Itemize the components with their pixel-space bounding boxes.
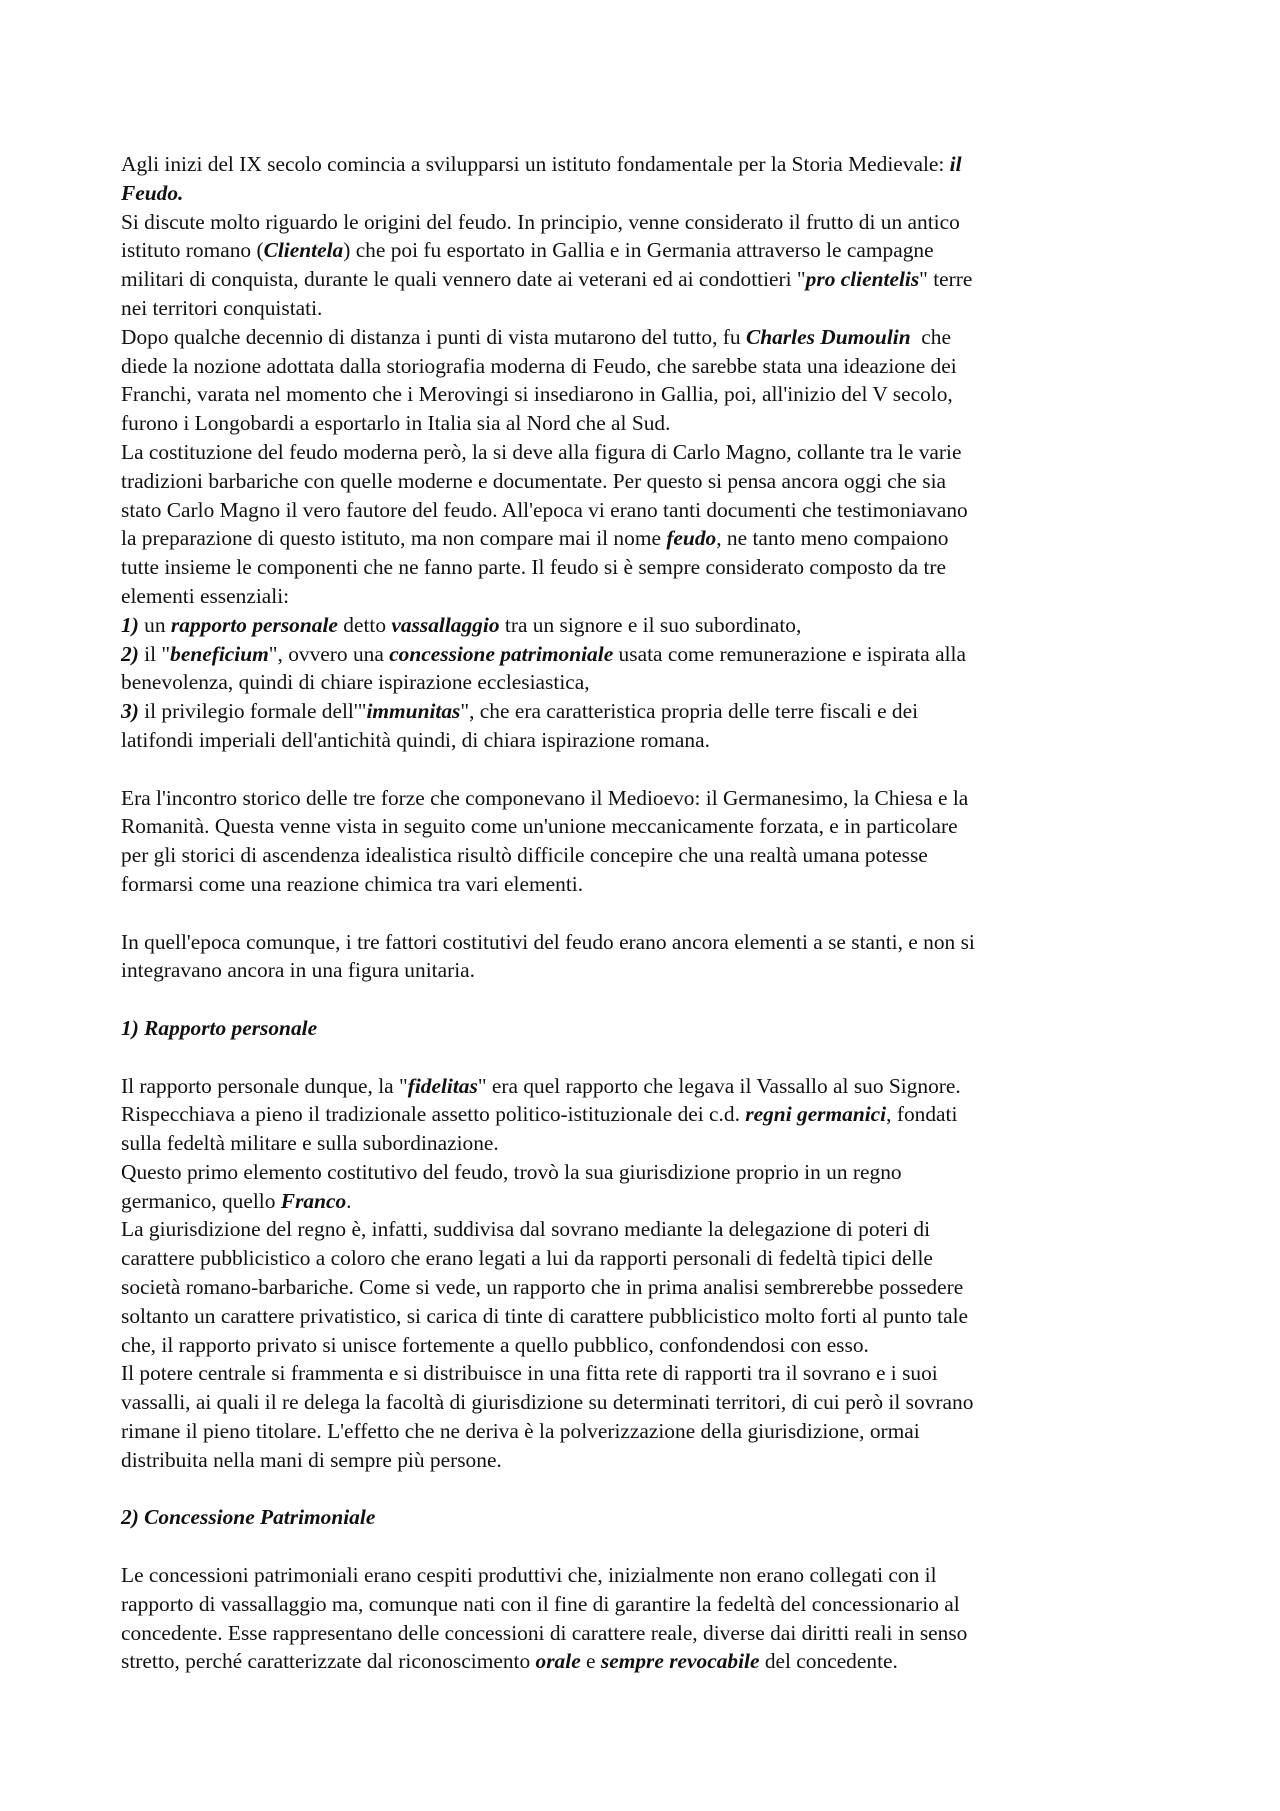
text-line [121,524,1181,553]
emphasis-text: concessione patrimoniale [389,641,614,666]
text-line: distribuita nella mani di sempre più persone. [121,1447,502,1472]
emphasis-text: Clientela [263,238,344,263]
text-line: per gli storici di ascendenza idealistica risultò difficile concepire che una realtà umana potesse [121,843,928,868]
text-run: e [580,1649,601,1674]
text-line: società romano-barbariche. Come si vede, un rapporto che in prima analisi sembrerebbe possedere [121,1275,964,1300]
text-line [121,1072,1181,1101]
emphasis-text: regni germanici [745,1102,887,1127]
text-line: Questo primo elemento costitutivo del feudo, trovò la sua giurisdizione proprio in un regno [121,1159,902,1184]
emphasis-text: feudo [666,526,717,551]
emphasis-text: immunitas [366,699,461,724]
elements-list [121,611,1181,755]
spacer [121,985,1181,1014]
paragraph-concessioni [121,1561,1181,1676]
text-line: La giurisdizione del regno è, infatti, suddivisa dal sovrano mediante la delegazione di poteri di [121,1217,931,1242]
text-line: benevolenza, quindi di chiare ispirazione ecclesiastica, [121,670,590,695]
text-line: che, il rapporto privato si unisce fortemente a quello pubblico, confondendosi con esso. [121,1332,869,1357]
text-run: il privilegio formale dell'" [138,699,367,724]
paragraph-carlo-magno [121,438,1181,611]
paragraph-franco [121,1158,1181,1216]
text-run: ", che era caratteristica propria delle terre fiscali e dei [460,699,919,724]
text-line: rapporto di vassallaggio ma, comunque nati con il fine di garantire la fedeltà del concessionario al [121,1591,960,1616]
paragraph-origins [121,208,1181,323]
text-line: La costituzione del feudo moderna però, la si deve alla figura di Carlo Magno, collante tra le varie [121,439,962,464]
text-line [121,1647,1181,1676]
text-run: la preparazione di questo istituto, ma non compare mai il nome [121,526,667,551]
text-line: diede la nozione adottata dalla storiografia moderna di Feudo, che sarebbe stata una ideazione dei [121,353,957,378]
section-heading-concessione-patrimoniale: 2) Concessione Patrimoniale [121,1505,376,1530]
text-line: concedente. Esse rappresentano delle concessioni di carattere reale, diverse dai diritti reali in senso [121,1620,968,1645]
text-line: Franchi, varata nel momento che i Merovingi si insediarono in Gallia, poi, all'inizio del V secolo, [121,382,953,407]
list-item [121,697,1181,726]
text-line [121,236,1181,265]
emphasis-text: Charles Dumoulin [745,324,911,349]
text-run: detto [337,612,392,637]
paragraph-dumoulin [121,323,1181,438]
paragraph-fidelitas [121,1072,1181,1158]
text-line: furono i Longobardi a esportarlo in Italia sia al Nord che al Sud. [121,411,671,436]
spacer [121,1532,1181,1561]
text-run: " era quel rapporto che legava il Vassallo al suo Signore. [477,1073,961,1098]
paragraph-giurisdizione [121,1215,1181,1359]
emphasis-text: vassallaggio [391,612,500,637]
section-heading-rapporto-personale: 1) Rapporto personale [121,1015,318,1040]
text-run: , fondati [886,1102,958,1127]
text-run: . [346,1188,352,1213]
text-run: Agli inizi del IX secolo comincia a svilupparsi un istituto fondamentale per la Storia Medievale: [121,152,950,176]
text-run: ) che poi fu esportato in Gallia e in Germania attraverso le campagne [343,238,934,263]
spacer [121,1043,1181,1072]
emphasis-text: orale [535,1649,581,1674]
text-run: istituto romano ( [121,238,264,263]
text-line: carattere pubblicistico a coloro che erano legati a lui da rapporti personali di fedeltà tipici delle [121,1246,933,1271]
text-run: ", ovvero una [268,641,390,666]
spacer [121,1475,1181,1504]
text-line: Le concessioni patrimoniali erano cespiti produttivi che, inizialmente non erano collegati con il [121,1563,937,1588]
text-run: usata come remunerazione e ispirata alla [613,641,966,666]
text-run: del concedente. [759,1649,898,1674]
text-line [121,323,1181,352]
text-run: , ne tanto meno compaiono [716,526,949,551]
text-line: formarsi come una reazione chimica tra vari elementi. [121,871,584,896]
paragraph-intro [121,150,1181,208]
list-number: 1) [121,612,139,637]
text-line: latifondi imperiali dell'antichità quindi, di chiara ispirazione romana. [121,727,710,752]
text-run: tra un signore e il suo subordinato, [499,612,802,637]
text-line [121,1100,1181,1129]
emphasis-text: beneficium [170,641,269,666]
text-line: soltanto un carattere privatistico, si carica di tinte di carattere pubblicistico molto forti al punto tale [121,1303,969,1328]
emphasis-text: rapporto personale [170,612,338,637]
text-line: elementi essenziali: [121,583,290,608]
text-run: germanico, quello [121,1188,281,1213]
paragraph-factors [121,928,1181,986]
text-line: vassalli, ai quali il re delega la facoltà di giurisdizione su determinati territori, di cui però il sovrano [121,1390,974,1415]
emphasis-text: Franco [280,1188,347,1213]
text-line: Romanità. Questa venne vista in seguito come un'unione meccanicamente forzata, e in particolare [121,814,958,839]
emphasis-text: pro clientelis [805,267,920,292]
text-line: nei territori conquistati. [121,295,323,320]
emphasis-text: fidelitas [407,1073,478,1098]
list-number: 3) [121,699,139,724]
list-item [121,640,1181,669]
document-page [121,150,1181,1676]
text-run: un [138,612,171,637]
list-number: 2) [121,641,139,666]
text-run: Dopo qualche decennio di distanza i punti di vista mutarono del tutto, fu [121,324,746,349]
text-line: tutte insieme le componenti che ne fanno parte. Il feudo si è sempre considerato composto da tre [121,555,947,580]
paragraph-potere-centrale [121,1359,1181,1474]
text-line [121,1187,1181,1216]
paragraph-forces [121,784,1181,899]
emphasis-text: sempre revocabile [600,1649,760,1674]
emphasis-text: il [949,152,962,176]
text-run: il " [138,641,171,666]
spacer [121,899,1181,928]
text-run: militari di conquista, durante le quali vennero date ai veterani ed ai condottieri " [121,267,806,292]
text-line: Il potere centrale si frammenta e si distribuisce in una fitta rete di rapporti tra il sovrano e i suoi [121,1361,938,1386]
text-run: Rispecchiava a pieno il tradizionale assetto politico-istituzionale dei c.d. [121,1102,746,1127]
text-line: sulla fedeltà militare e sulla subordinazione. [121,1131,499,1156]
text-line: integravano ancora in una figura unitaria. [121,958,475,983]
text-line: In quell'epoca comunque, i tre fattori costitutivi del feudo erano ancora elementi a se stanti, e non si [121,929,975,954]
text-run: Il rapporto personale dunque, la " [121,1073,408,1098]
text-line: rimane il pieno titolare. L'effetto che ne deriva è la polverizzazione della giurisdizione, ormai [121,1419,920,1444]
text-run: che [910,324,951,349]
text-line: Era l'incontro storico delle tre forze che componevano il Medioevo: il Germanesimo, la Chiesa e la [121,785,969,810]
emphasis-text: Feudo. [121,180,184,205]
text-line: stato Carlo Magno il vero fautore del feudo. All'epoca vi erano tanti documenti che testimoniavano [121,497,968,522]
text-run: " terre [919,267,973,292]
spacer [121,755,1181,784]
list-item [121,611,1181,640]
text-line: Si discute molto riguardo le origini del feudo. In principio, venne considerato il frutto di un antico [121,209,960,234]
text-line [121,150,1181,179]
text-line: tradizioni barbariche con quelle moderne e documentate. Per questo si pensa ancora oggi che sia [121,468,947,493]
text-run: stretto, perché caratterizzate dal riconoscimento [121,1649,536,1674]
text-line [121,265,1181,294]
